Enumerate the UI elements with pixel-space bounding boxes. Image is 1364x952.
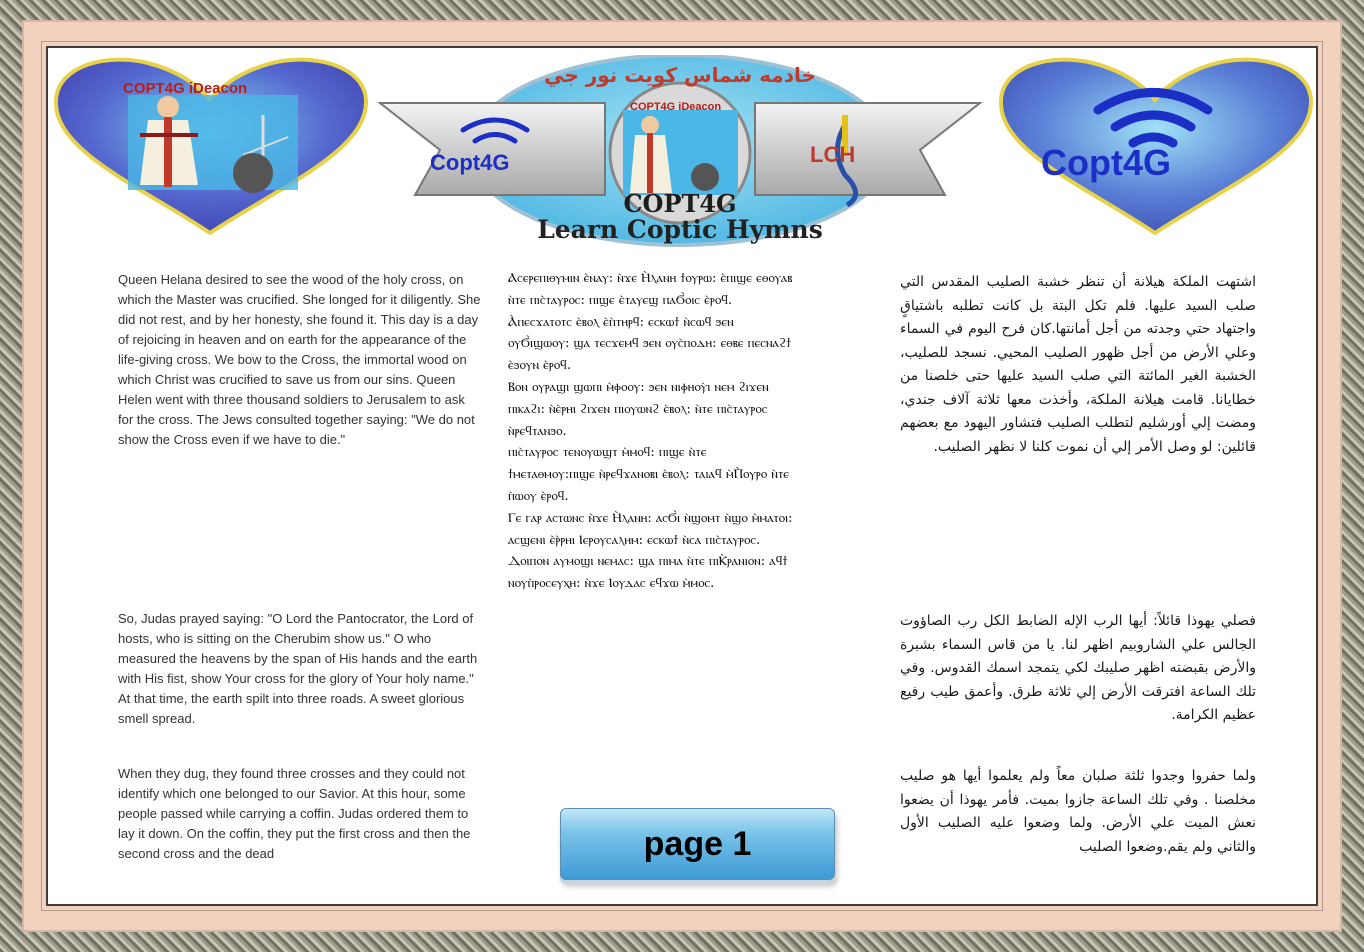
page-number-label: page 1 xyxy=(643,824,752,863)
english-paragraph-2: So, Judas prayed saying: "O Lord the Pantocrator, the Lord of hosts, who is sitting on the Cherubim show us." O who measured the heavens by the span of His hands and the earth with His fist, show Your cross for the glory of Your holy name." At that time, the earth spilt into three roads. A sweet glorious smell spread. xyxy=(118,611,478,726)
right-heart-logo xyxy=(993,55,1318,240)
coptic-line: ⲛ̀ⲣⲉϥⲧⲁⲛϧⲟ. xyxy=(508,423,567,439)
coptic-line: ⲛⲟⲩⲡ̀ⲣⲟⲥⲉⲩⲭⲏ: ⲛ̀ϫⲉ Ⲓⲟⲩⲇⲁⲥ ⲉϥϫⲱ ⲙ̀ⲙⲟⲥ. xyxy=(508,576,715,592)
coptic-line: Ⲇⲟⲓⲡⲟⲛ ⲁⲩⲙⲟϣⲓ ⲛⲉⲙⲁⲥ: ϣⲁ ⲡⲓⲙⲁ ⲛ̀ⲧⲉ ⲡⲓⲔ̀ⲣⲁⲛⲓⲟⲛ: ⲁϥϯ xyxy=(508,554,788,570)
coptic-line: ⲟⲩϬ̀ⲓϣⲱⲟⲩ: ϣⲁ ⲧⲉⲥϫⲉⲙϥ ϧⲉⲛ ⲟⲩⲥ̀ⲡⲟⲇⲏ: ⲉⲑⲃⲉ ⲡⲉⲥⲛⲁϩϯ xyxy=(508,336,792,352)
center-main-title: COPT4G xyxy=(623,189,737,218)
english-paragraph-1: Queen Helana desired to see the wood of the holy cross, on which the Master was crucified. She longed for it diligently. She did not rest, and by her honesty, she found it. This day is a day of rejoicing in heaven and on earth for the appearance of the life-giving cross. We bow to the Cross, the immortal wood on which Christ was crucified to save us from our sins. Queen Helen went with three thousand soldiers to Jerusalem to ask for the cross. The Jews consulted together saying: "We do not show the Cross even if we have to die." xyxy=(118,272,481,447)
bowl-icon xyxy=(691,163,719,191)
center-subtitle: Learn Coptic Hymns xyxy=(537,215,823,244)
english-paragraph-3: When they dug, they found three crosses and they could not identify which one belonged to our Savior. At this hour, some people passed while carrying a coffin. Judas ordered them to lay it down. On the coffin, they put the first cross and then the second cross and the dead xyxy=(118,766,471,861)
center-brand-small: COPT4G iDeacon xyxy=(630,101,722,113)
left-ribbon xyxy=(380,103,605,195)
right-ribbon xyxy=(755,103,980,195)
coptic-line: ⲡ̀ⲱⲟⲩ ⲉ̀ⲣⲟϥ. xyxy=(508,488,569,504)
bowl-icon xyxy=(233,153,273,193)
arabic-paragraph-2: فصلي يهوذا قائلاً: أيها الرب الإله الضابط الكل رب الصاؤوت الجالس علي الشاروبيم اظهر لنا. يا من قاس السماء بشبرة والأرض بقبضته اظهر صليبك لكي يتمجد اسمك القدوس. وفي تلك الساعة افترقت الأرض إلي ثلاثة طرق. وأعمق طيب رفيع عظيم الكرامة. xyxy=(900,613,1256,723)
coptic-line: ⲡⲓⲕⲁϩⲓ: ⲛ̀ⲉ̀ⲣⲏⲓ ϩⲓϫⲉⲛ ⲡⲓⲟⲩⲱⲛϩ ⲉ̀ⲃⲟⲗ: ⲛ̀ⲧⲉ ⲡⲓⲥ̀ⲧⲁⲩⲣⲟⲥ xyxy=(508,401,768,417)
coptic-line: Ⲃⲟⲛ ⲟⲩⲣⲁϣⲓ ϣⲱⲡⲓ ⲙ̀ⲫⲟⲟⲩ: ϧⲉⲛ ⲛⲓⲫⲏⲟⲩ̀ⲓ ⲛⲉⲙ ϩⲓϫⲉⲛ xyxy=(508,379,769,395)
arabic-paragraph-3: ولما حفروا وجدوا ثلثة صلبان معاً ولم يعلموا أيها هو صليب مخلصنا . وفي تلك الساعة جازوا بميت. فأمر يهوذا أن يضعوا نعش الميت علي الأرض. ولما وضعوا عليه الصليب الأول والثاني ولم يقم.وضعوا الصليب xyxy=(900,768,1256,855)
left-heart-logo xyxy=(48,55,373,240)
right-heart-logo-text: Copt4G xyxy=(1041,142,1171,183)
coptic-line: ⲛ̀ⲧⲉ ⲡⲓⲥ̀ⲧⲁⲩⲣⲟⲥ: ⲡⲓϣⲉ ⲉ̀ⲧⲁⲩⲉϣ ⲡⲁϬ̀ⲟⲓⲥ ⲉ̀ⲣⲟϥ. xyxy=(508,292,733,308)
coptic-hymn-text xyxy=(508,268,868,595)
left-heart-brand: COPT4G iDeacon xyxy=(123,80,248,97)
coptic-line: ⲡⲓⲥ̀ⲧⲁⲩⲣⲟⲥ ⲧⲉⲛⲟⲩⲱϣⲧ ⲙ̀ⲙⲟϥ: ⲡⲓϣⲉ ⲛ̀ⲧⲉ xyxy=(508,445,707,461)
coptic-line: ⲁⲥϣⲉⲛⲓ ⲉ̀ⲣ̀ⲣⲏⲓ Ⲓⲉⲣⲟⲩⲥⲁⲗⲏⲙ: ⲉⲥⲕⲱϯ ⲛ̀ⲥⲁ ⲡⲓⲥ̀ⲧⲁⲩⲣⲟⲥ. xyxy=(508,532,761,548)
coptic-line: ⲉ̀ϧⲟⲩⲛ ⲉ̀ⲣⲟϥ. xyxy=(508,358,572,374)
coptic-line: Ⲁ̀ⲡⲉⲥϫⲁⲧⲟⲧⲥ ⲉ̀ⲃⲟⲗ ⲉ̀ⲡ̀ⲧⲏⲣϥ: ⲉⲥⲕⲱϯ ⲛ̀ⲥⲱϥ ϧⲉⲛ xyxy=(508,314,734,330)
coptic-line: Ⲁⲥⲉⲣⲉⲡⲓⲑⲩⲙⲓⲛ ⲉ̀ⲛⲁⲩ: ⲛ̀ϫⲉ Ⲏ̀ⲗⲁⲛⲏ ϯⲟⲩⲣⲱ: ⲉ̀ⲡⲓϣⲉ ⲉⲑⲟⲩⲁⲃ xyxy=(508,271,793,286)
arabic-paragraph-1: اشتهت الملكة هيلانة أن تنظر خشبة الصليب المقدس التي صلب السيد عليها. فلم تكل البتة بل كانت تطلبه باشتياقٍ واجتهاد حتي وجدته من أجل أمانتها.كان فرح اليوم في السماء وعلي الأرض من أجل ظهور الصليب المحيي. نسجد للصليب، الخشبة الغير المائتة التي صلب السيد عليها حتى خلصنا من خطايانا. قامت هيلانة الملكة، وأخذت معها ثلاثة آلاف جندي، ومضت إلي أورشليم لتطلب الصليب فتشاور اليهود مع بعضهم قائلين: لو وصل الأمر إلي أن نموت كلنا لا نظهر الصليب. xyxy=(900,274,1256,455)
coptic-line: Ⲅⲉ ⲅⲁⲣ ⲁⲥⲧⲱⲛⲥ ⲛ̀ϫⲉ Ⲏ̀ⲗⲁⲛⲏ: ⲁⲥϬ̀ⲓ ⲛ̀ϣⲟⲙⲧ ⲛ̀ϣⲟ ⲙ̀ⲙⲁⲧⲟⲓ: xyxy=(508,510,793,526)
center-banner-logo xyxy=(375,55,985,250)
center-banner-arabic: خادمه شماس كويت نور جي xyxy=(544,63,816,87)
center-right-logo: LCH xyxy=(810,142,856,167)
coptic-line: ϯⲙⲉⲧⲁⲑⲙⲟⲩ:ⲡⲓϣⲉ ⲛ̀ⲣⲉϥϫⲁⲛⲟⲃⲓ ⲉ̀ⲃⲟⲗ: ⲧⲁⲓⲁϥ ⲙ̀Ⲡ̀ⲟⲩⲣⲟ ⲛ̀ⲧⲉ xyxy=(508,467,790,483)
page-number-button[interactable] xyxy=(560,808,835,880)
center-left-logo: Copt4G xyxy=(430,150,510,175)
